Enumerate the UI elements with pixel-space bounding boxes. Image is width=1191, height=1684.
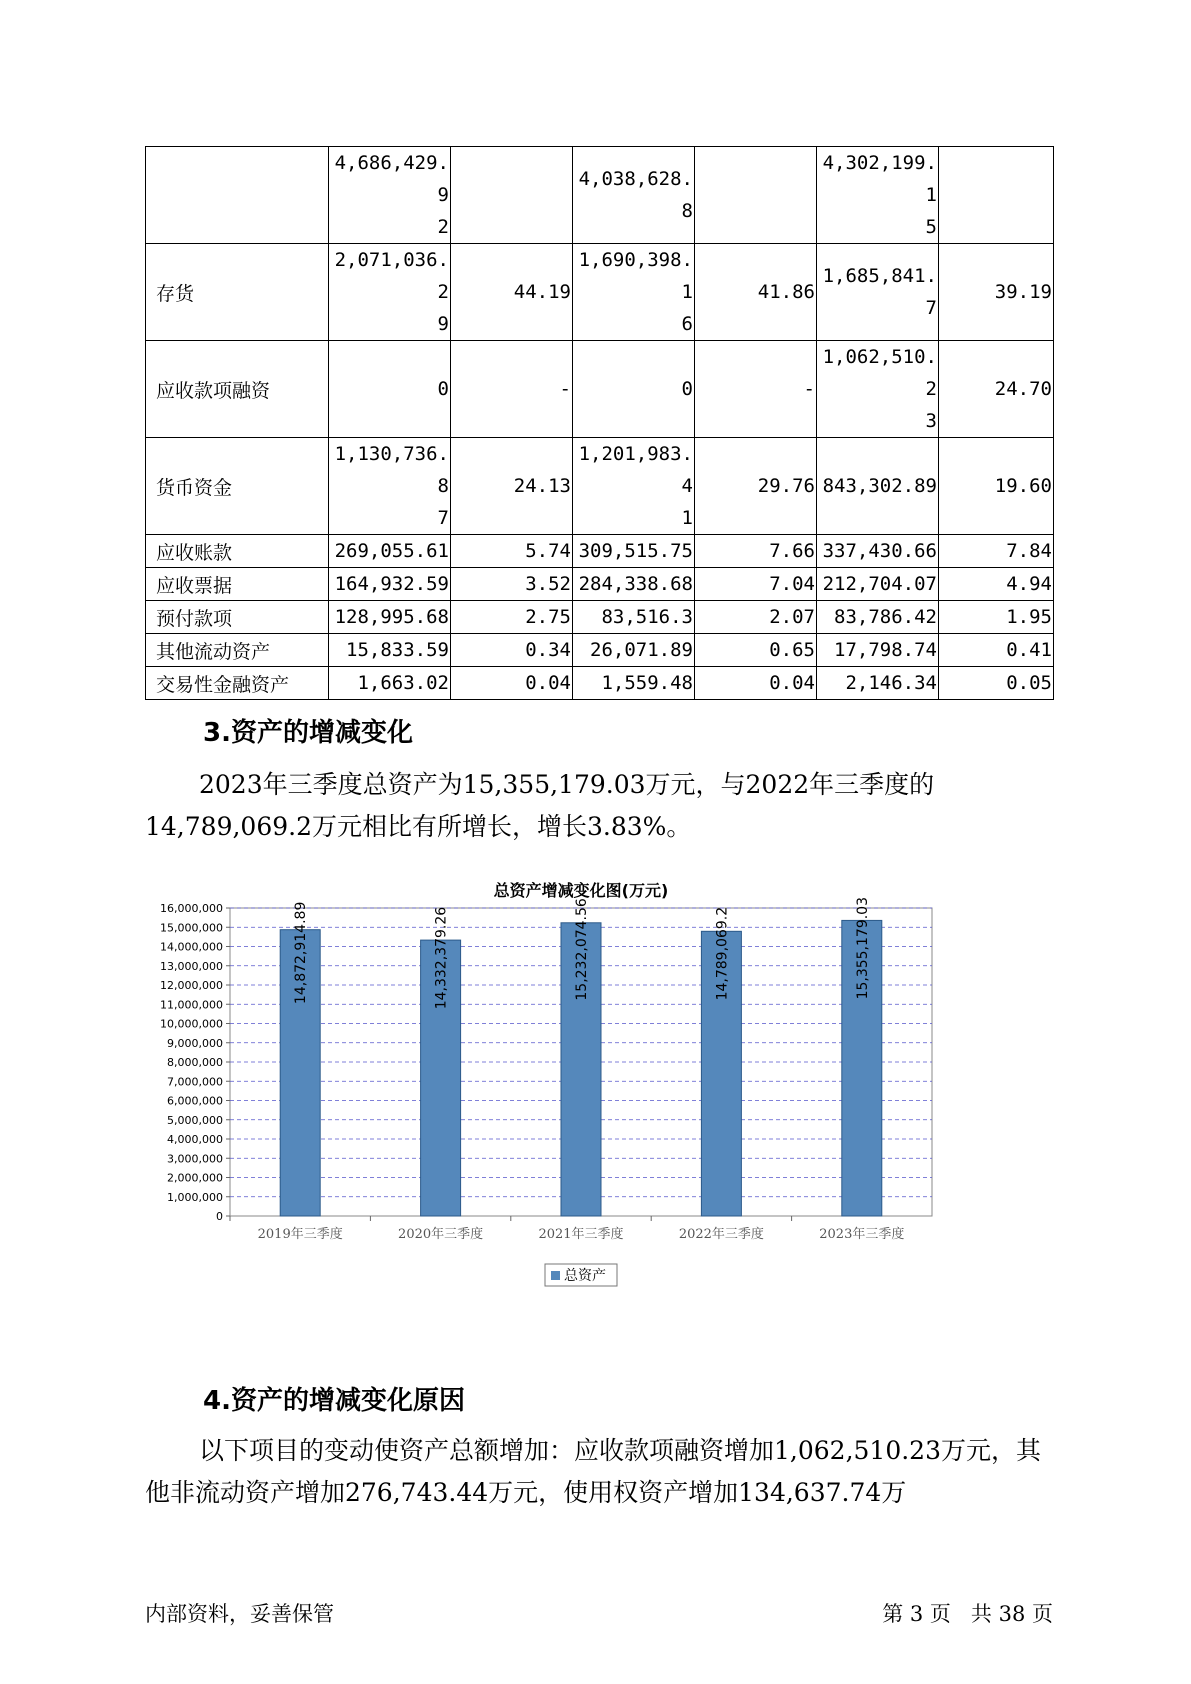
amount-line: 1,559.48 [601, 672, 693, 694]
y-tick-label: 1,000,000 [167, 1190, 223, 1204]
amount-line: 1,690,398.1 [578, 249, 693, 303]
row-label: 预付款项 [146, 601, 329, 634]
percent-cell: 39.19 [939, 244, 1054, 341]
percent-cell: 0.41 [939, 634, 1054, 667]
amount-cell [817, 568, 939, 601]
percent-cell: 44.19 [451, 244, 573, 341]
percent-cell: 0.04 [695, 667, 817, 700]
total-assets-chart [150, 880, 1030, 1340]
percent-cell: 0.04 [451, 667, 573, 700]
amount-line: 1,663.02 [357, 672, 449, 694]
amount-line: 1,130,736.8 [334, 443, 449, 497]
table-row-other [146, 147, 1054, 244]
amount-line: 17,798.74 [834, 639, 937, 661]
percent-cell: 29.76 [695, 438, 817, 535]
amount-line: 212,704.07 [822, 573, 937, 595]
amount-line: 337,430.66 [822, 540, 937, 562]
row-label: 货币资金 [146, 438, 329, 535]
footer-page-number: 第 3 页 共 38 页 [882, 1602, 1053, 1626]
amount-cell [573, 438, 695, 535]
amount-line: 309,515.75 [578, 540, 693, 562]
x-tick-label: 2021年三季度 [538, 1227, 624, 1242]
amount-cell [817, 147, 939, 244]
footer-note: 内部资料，妥善保管 [145, 1602, 334, 1626]
percent-cell: 0.65 [695, 634, 817, 667]
amount-cell [817, 634, 939, 667]
amount-cell [573, 601, 695, 634]
amount-line: 15,833.59 [346, 639, 449, 661]
amount-cell [573, 667, 695, 700]
row-label: 应收账款 [146, 535, 329, 568]
amount-cell [817, 341, 939, 438]
amount-cell [329, 634, 451, 667]
amount-cell [329, 568, 451, 601]
percent-cell: 41.86 [695, 244, 817, 341]
y-tick-label: 11,000,000 [160, 998, 223, 1012]
data-label: 14,332,379.26 [433, 906, 450, 1010]
percent-cell [451, 147, 573, 244]
amount-cell [329, 601, 451, 634]
percent-cell: 7.66 [695, 535, 817, 568]
percent-cell: 2.07 [695, 601, 817, 634]
amount-cell [329, 147, 451, 244]
percent-cell [939, 147, 1054, 244]
data-label: 14,789,069.2 [714, 906, 731, 1001]
y-tick-label: 3,000,000 [167, 1152, 223, 1166]
section-4-paragraph: 以下项目的变动使资产总额增加：应收款项融资增加1,062,510.23万元，其他非流动资产增加276,743.44万元，使用权资产增加134,637.74万 [145, 1436, 1041, 1507]
table-row-inventory [146, 244, 1054, 341]
amount-line: 0 [681, 378, 693, 400]
amount-line: 1,685,841.7 [822, 265, 937, 319]
amount-line: 9 [437, 313, 449, 335]
amount-cell [817, 535, 939, 568]
table-row-receivables-financing [146, 341, 1054, 438]
data-label: 15,232,074.56 [574, 898, 590, 1001]
percent-cell: 1.95 [939, 601, 1054, 634]
amount-line: 164,932.59 [334, 573, 449, 595]
amount-line: 83,786.42 [834, 606, 937, 628]
percent-cell: - [695, 341, 817, 438]
x-tick-label: 2022年三季度 [678, 1227, 764, 1242]
percent-cell [695, 147, 817, 244]
percent-cell: - [451, 341, 573, 438]
row-label: 交易性金融资产 [146, 667, 329, 700]
amount-line: 843,302.89 [822, 475, 937, 497]
y-tick-label: 2,000,000 [167, 1171, 223, 1185]
amount-line: 26,071.89 [590, 639, 693, 661]
y-tick-label: 5,000,000 [167, 1113, 223, 1127]
amount-cell [573, 341, 695, 438]
y-tick-label: 13,000,000 [160, 959, 223, 973]
row-label: 其他流动资产 [146, 634, 329, 667]
amount-line: 0 [437, 378, 449, 400]
row-label: 应收款项融资 [146, 341, 329, 438]
amount-line: 2 [437, 216, 449, 238]
amount-line: 284,338.68 [578, 573, 693, 595]
percent-cell: 4.94 [939, 568, 1054, 601]
asset-table [145, 146, 1054, 700]
amount-line: 4,686,429.9 [334, 152, 449, 206]
amount-line: 1,201,983.4 [578, 443, 693, 497]
legend-swatch [551, 1271, 560, 1280]
y-tick-label: 4,000,000 [167, 1133, 223, 1146]
percent-cell: 3.52 [451, 568, 573, 601]
y-tick-label: 12,000,000 [160, 979, 223, 992]
amount-cell [329, 341, 451, 438]
amount-cell [329, 244, 451, 341]
percent-cell: 5.74 [451, 535, 573, 568]
amount-cell [817, 438, 939, 535]
amount-line: 6 [681, 313, 693, 335]
percent-cell: 7.84 [939, 535, 1054, 568]
y-tick-label: 14,000,000 [160, 940, 223, 954]
y-tick-label: 15,000,000 [160, 921, 223, 935]
y-tick-label: 9,000,000 [167, 1036, 223, 1050]
percent-cell: 19.60 [939, 438, 1054, 535]
amount-line: 5 [925, 216, 937, 238]
y-tick-label: 8,000,000 [167, 1056, 223, 1069]
y-tick-label: 10,000,000 [160, 1017, 223, 1031]
amount-line: 4,302,199.1 [822, 152, 937, 206]
amount-cell [573, 147, 695, 244]
percent-cell: 0.05 [939, 667, 1054, 700]
row-label: 存货 [146, 244, 329, 341]
percent-cell: 2.75 [451, 601, 573, 634]
amount-cell [573, 568, 695, 601]
amount-cell [817, 667, 939, 700]
table-row-cash [146, 438, 1054, 535]
section-4-heading: 4.资产的增减变化原因 [203, 1386, 465, 1416]
data-label: 14,872,914.89 [293, 901, 310, 1005]
amount-cell [817, 601, 939, 634]
percent-cell: 0.34 [451, 634, 573, 667]
data-label: 15,355,179.03 [854, 896, 871, 1000]
x-tick-label: 2023年三季度 [819, 1227, 905, 1242]
x-tick-label: 2019年三季度 [257, 1227, 343, 1242]
amount-line: 2,071,036.2 [334, 249, 449, 303]
percent-cell: 7.04 [695, 568, 817, 601]
row-label [146, 147, 329, 244]
section-3-paragraph: 2023年三季度总资产为15,355,179.03万元，与2022年三季度的14,789,069.2万元相比有所增长，增长3.83%。 [145, 770, 935, 841]
amount-line: 4,038,628.8 [578, 168, 693, 222]
amount-cell [573, 244, 695, 341]
percent-cell: 24.70 [939, 341, 1054, 438]
chart-title: 总资产增减变化图(万元) [493, 881, 669, 900]
amount-line: 2,146.34 [845, 672, 937, 694]
y-tick-label: 7,000,000 [167, 1075, 223, 1089]
amount-cell [329, 667, 451, 700]
table-row-accounts-receivable [146, 535, 1054, 568]
x-tick-label: 2020年三季度 [398, 1227, 484, 1242]
amount-line: 1,062,510.2 [822, 346, 937, 400]
table-row-trading-financial-assets [146, 667, 1054, 700]
legend-label: 总资产 [564, 1268, 606, 1284]
amount-line: 3 [925, 410, 937, 432]
y-tick-label: 6,000,000 [167, 1094, 223, 1108]
y-tick-label: 0 [216, 1210, 223, 1223]
section-3-heading: 3.资产的增减变化 [203, 718, 413, 748]
table-row-notes-receivable [146, 568, 1054, 601]
amount-line: 83,516.3 [601, 606, 693, 628]
amount-cell [817, 244, 939, 341]
y-tick-label: 16,000,000 [160, 902, 223, 915]
percent-cell: 24.13 [451, 438, 573, 535]
table-row-prepayments [146, 601, 1054, 634]
amount-cell [573, 634, 695, 667]
amount-line: 128,995.68 [334, 606, 449, 628]
amount-line: 7 [437, 507, 449, 529]
amount-cell [573, 535, 695, 568]
row-label: 应收票据 [146, 568, 329, 601]
amount-cell [329, 438, 451, 535]
table-row-other-current-assets [146, 634, 1054, 667]
amount-line: 1 [681, 507, 693, 529]
amount-cell [329, 535, 451, 568]
amount-line: 269,055.61 [334, 540, 449, 562]
